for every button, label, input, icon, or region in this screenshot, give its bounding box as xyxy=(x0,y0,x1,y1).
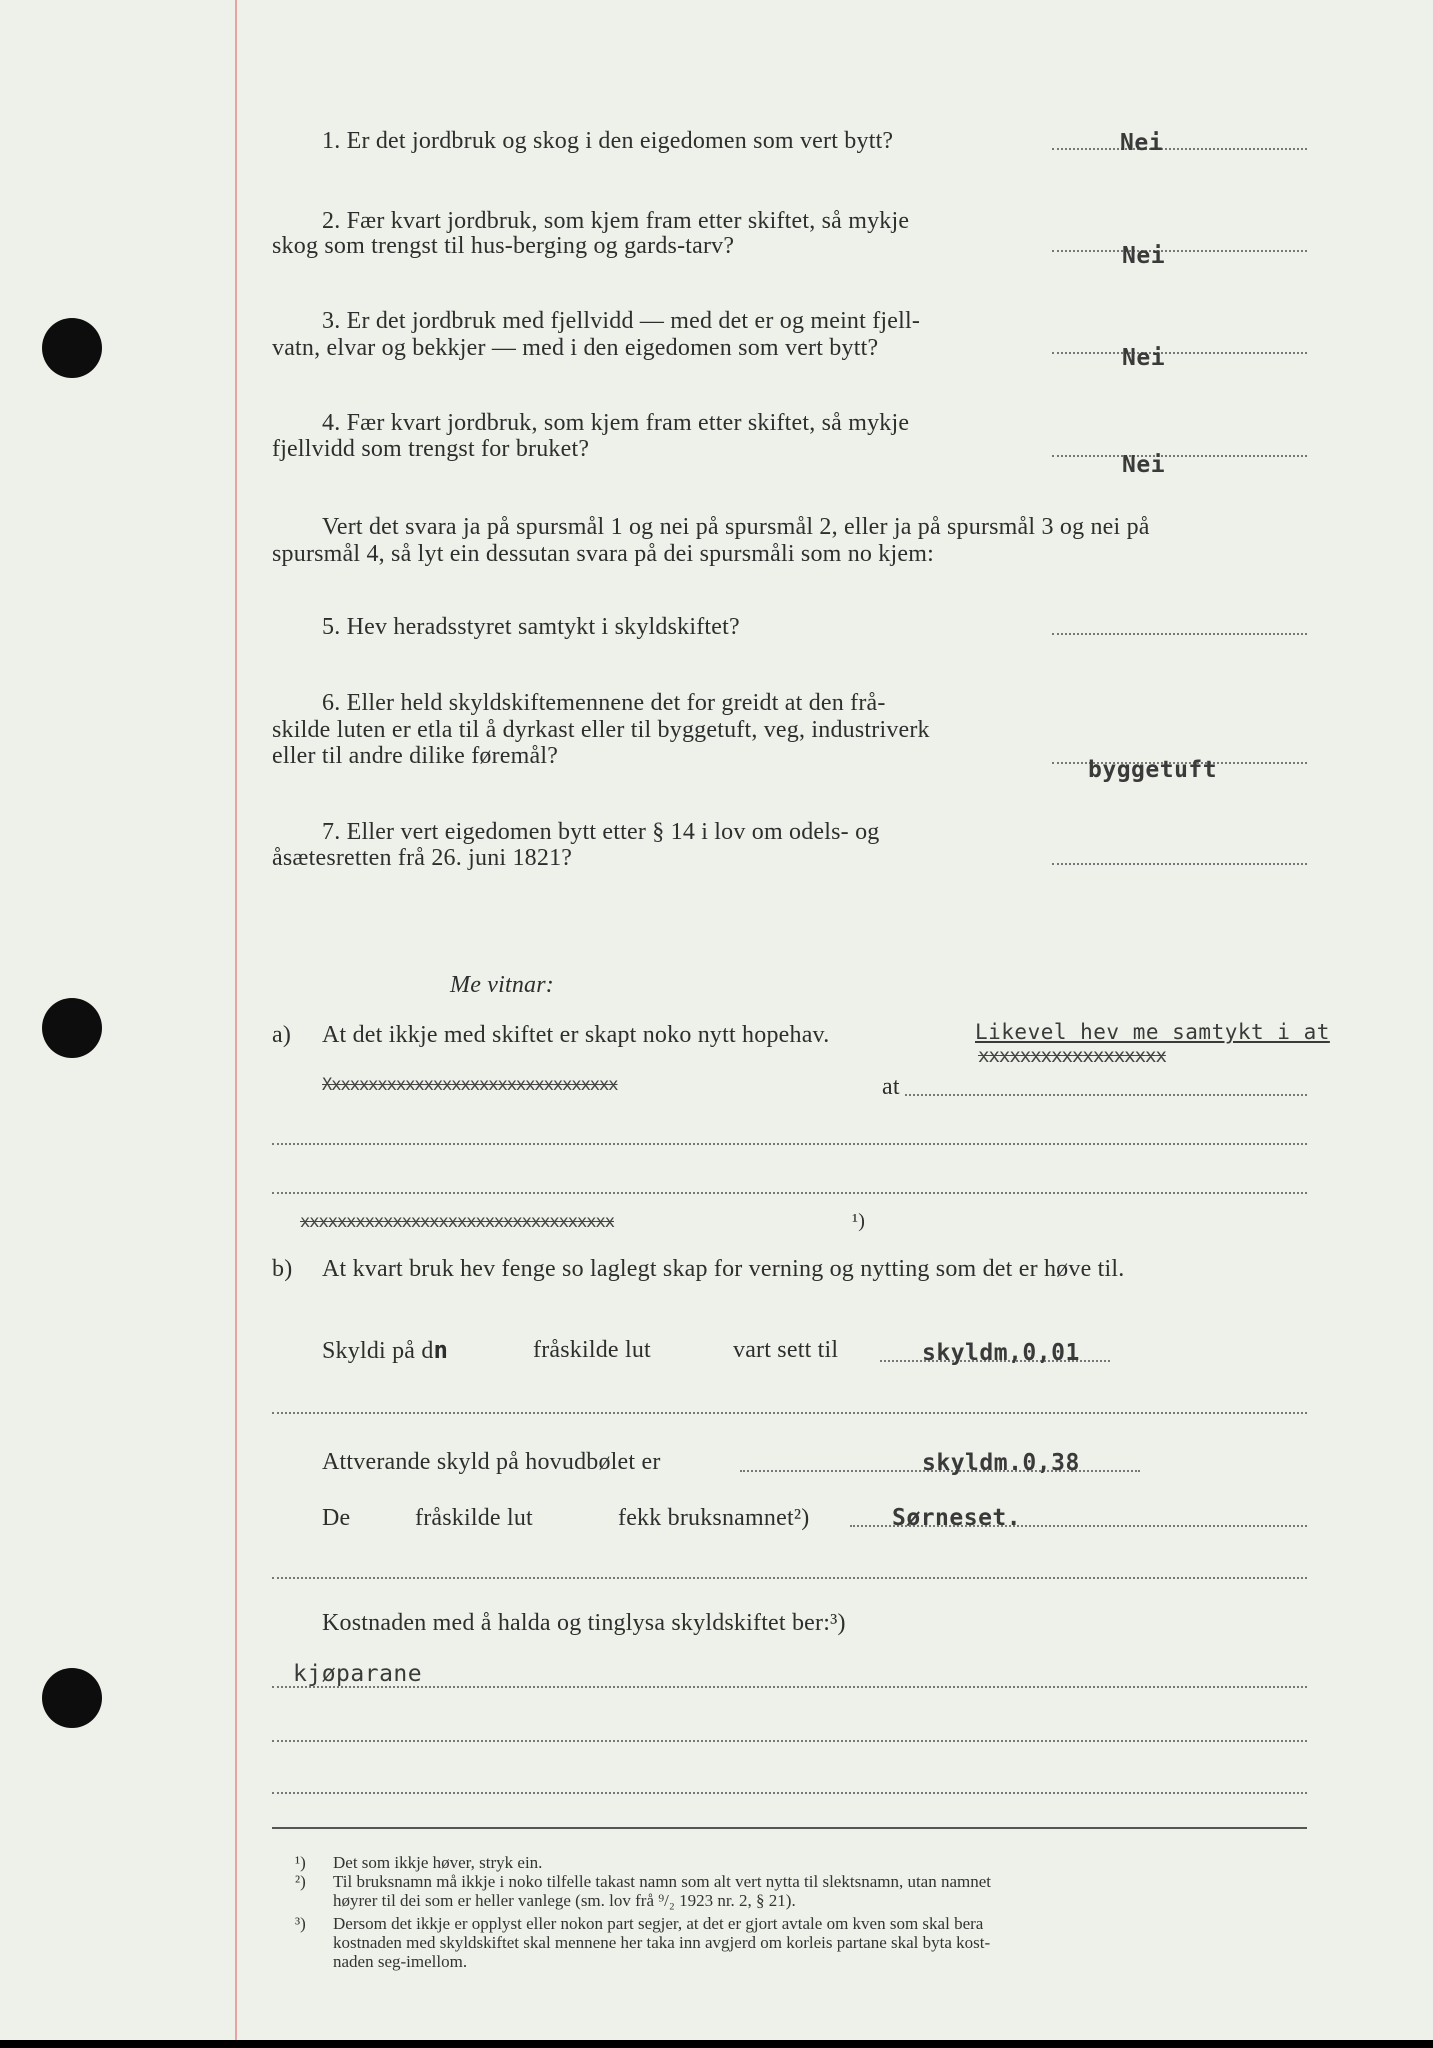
skyld-label-start-text: Skyldi på d xyxy=(322,1338,434,1364)
witness-a-line-3-dots xyxy=(272,1143,1307,1145)
skyld-label-start xyxy=(322,1337,448,1365)
name-value: Sørneset. xyxy=(892,1505,1022,1531)
witness-a-line-4-dots xyxy=(272,1192,1307,1194)
footnote-2-line-2: høyrer til dei som er heller vanlege (sm. lov frå ⁹/₂ 1923 nr. 2, § 21). xyxy=(333,1891,796,1910)
question-1: 1. Er det jordbruk og skog i den eigedomen som vert bytt? xyxy=(322,128,894,154)
answer-4: Nei xyxy=(1122,452,1166,478)
answer-6: byggetuft xyxy=(1088,757,1218,783)
cost-line-3-dots xyxy=(272,1792,1307,1794)
question-6-line-3: eller til andre dilike føremål? xyxy=(272,743,559,769)
footnote-1-mark: ¹) xyxy=(295,1853,306,1872)
answer-line-4 xyxy=(1052,455,1307,457)
skyld-label-fix: n xyxy=(433,1336,449,1364)
footnote-2-mark: ²) xyxy=(295,1872,306,1891)
name-label-2: fråskilde lut xyxy=(415,1505,533,1531)
footnote-3-mark: ³) xyxy=(295,1914,306,1933)
question-7-line-1: 7. Eller vert eigedomen bytt etter § 14 i lov om odels- og xyxy=(322,819,880,845)
rest-skyld-value: skyldm.0,38 xyxy=(922,1450,1080,1476)
question-3-line-1: 3. Er det jordbruk med fjellvidd — med det er og meint fjell- xyxy=(322,308,921,334)
skyld-label-mid: fråskilde lut xyxy=(533,1337,651,1363)
name-label-3: fekk bruksnamnet²) xyxy=(618,1505,810,1531)
answer-line-3 xyxy=(1052,352,1307,354)
question-3-line-2: vatn, elvar og bekkjer — med i den eigedomen som vert bytt? xyxy=(272,335,879,361)
cost-value: kjøparane xyxy=(293,1661,423,1687)
intro-line-2: spursmål 4, så lyt ein dessutan svara på dei spursmåli som no kjem: xyxy=(272,541,934,567)
answer-line-1 xyxy=(1052,148,1307,150)
answer-1: Nei xyxy=(1120,130,1164,156)
punch-hole-bottom xyxy=(42,1668,102,1728)
question-4-line-1: 4. Fær kvart jordbruk, som kjem fram etter skiftet, så mykje xyxy=(322,410,910,436)
intro-line-1: Vert det svara ja på spursmål 1 og nei på spursmål 2, eller ja på spursmål 3 og nei på xyxy=(322,514,1150,540)
question-6-line-1: 6. Eller held skyldskiftemennene det for greidt at den frå- xyxy=(322,690,886,716)
cost-label: Kostnaden med å halda og tinglysa skyldskiftet ber:³) xyxy=(322,1610,846,1636)
footnote-3-line-1: Dersom det ikkje er opplyst eller nokon part segjer, at det er gjort avtale om kven som skal bera xyxy=(333,1914,984,1933)
witness-heading: Me vitnar: xyxy=(450,972,554,998)
question-4-line-2: fjellvidd som trengst for bruket? xyxy=(272,436,590,462)
witness-b-label: b) xyxy=(272,1256,293,1282)
skyld-value: skyldm,0,01 xyxy=(922,1340,1080,1366)
answer-2: Nei xyxy=(1122,243,1166,269)
question-2-line-2: skog som trengst til hus-berging og gards-tarv? xyxy=(272,233,735,259)
margin-line xyxy=(235,0,237,2040)
footnote-3-line-3: naden seg-imellom. xyxy=(333,1952,468,1971)
answer-line-2 xyxy=(1052,250,1307,252)
witness-a-line-2-dots xyxy=(905,1094,1307,1096)
name-label-1: De xyxy=(322,1505,351,1531)
witness-b-text: At kvart bruk hev fenge so laglegt skap for verning og nytting som det er høve til. xyxy=(322,1256,1125,1282)
answer-line-7 xyxy=(1052,863,1307,865)
witness-a-line-4-struck: xxxxxxxxxxxxxxxxxxxxxxxxxxxxxxxxxx xyxy=(300,1212,614,1232)
question-5: 5. Hev heradsstyret samtykt i skyldskiftet? xyxy=(322,614,740,640)
question-2-line-1: 2. Fær kvart jordbruk, som kjem fram etter skiftet, så mykje xyxy=(322,208,910,234)
name-line-2-dots xyxy=(272,1577,1307,1579)
answer-line-5 xyxy=(1052,633,1307,635)
answer-3: Nei xyxy=(1122,345,1166,371)
witness-a-line-2-end: at xyxy=(882,1074,900,1100)
witness-a-typed: Likevel hev me samtykt i at xyxy=(975,1020,1330,1044)
witness-a-text: At det ikkje med skiftet er skapt noko nytt hopehav. xyxy=(322,1022,830,1048)
punch-hole-middle xyxy=(42,998,102,1058)
cost-line-2-dots xyxy=(272,1740,1307,1742)
witness-a-typed-struck: xxxxxxxxxxxxxxxxxx xyxy=(978,1045,1166,1067)
footnote-1: Det som ikkje høver, stryk ein. xyxy=(333,1853,543,1872)
footnote-3-line-2: kostnaden med skyldskiftet skal mennene her taka inn avgjerd om korleis partane skal byta kost- xyxy=(333,1933,991,1952)
witness-a-label: a) xyxy=(272,1022,292,1048)
cost-line-1-dots xyxy=(272,1686,1307,1688)
punch-hole-top xyxy=(42,318,102,378)
witness-a-line-2-struck: Xxxxxxxxxxxxxxxxxxxxxxxxxxxxxxxx xyxy=(322,1075,618,1095)
question-6-line-2: skilde luten er etla til å dyrkast eller til byggetuft, veg, industriverk xyxy=(272,717,930,743)
footnote-separator xyxy=(272,1827,1307,1829)
rest-skyld-label: Attverande skyld på hovudbølet er xyxy=(322,1449,661,1475)
skyld-line-2-dots xyxy=(272,1412,1307,1414)
footnote-2-line-1: Til bruksnamn må ikkje i noko tilfelle takast namn som alt vert nytta til slektsnamn, utan namnet xyxy=(333,1872,992,1891)
question-7-line-2: åsætesretten frå 26. juni 1821? xyxy=(272,845,573,871)
footnote-ref-1: ¹) xyxy=(852,1210,866,1232)
skyld-label-end: vart sett til xyxy=(733,1337,839,1363)
